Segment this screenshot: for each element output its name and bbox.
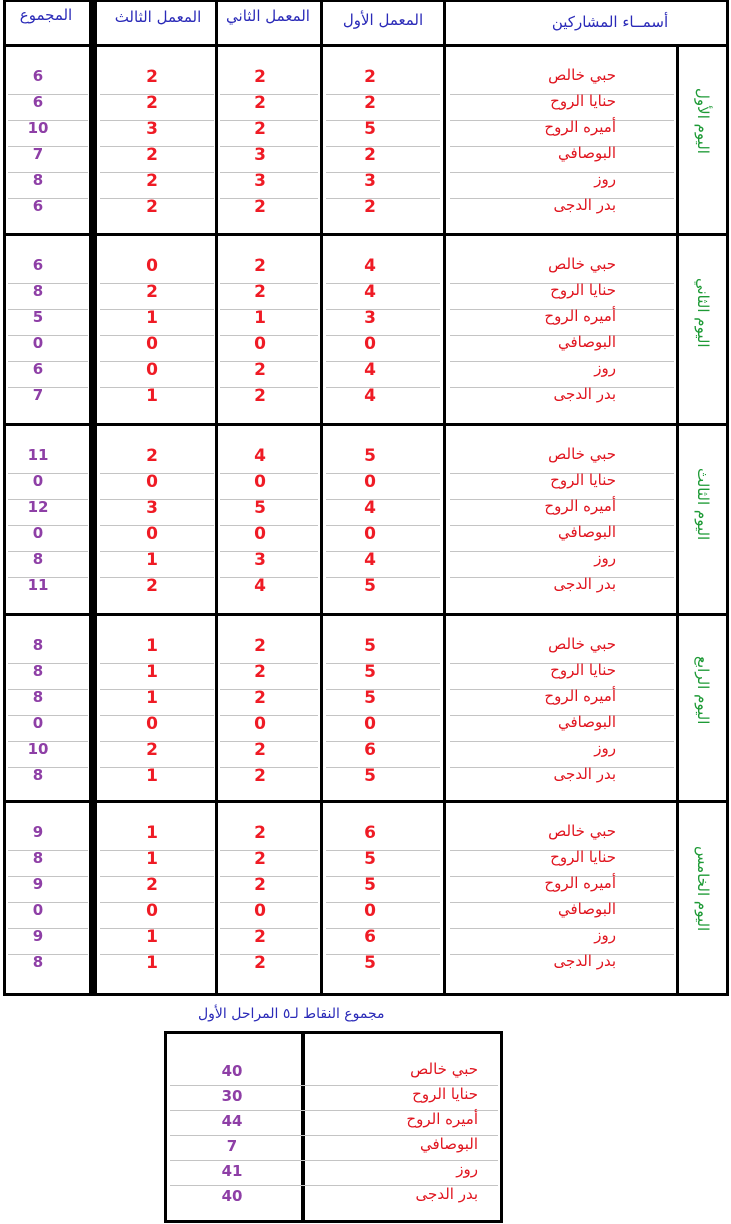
row-separator	[220, 577, 318, 578]
score-lab3: 1	[146, 308, 158, 328]
participant-name: حبي خالص	[548, 66, 616, 84]
score-lab3: 2	[146, 145, 158, 165]
score-lab2: 0	[254, 714, 266, 734]
row-separator	[326, 902, 440, 903]
day-label: اليوم الرابع	[694, 656, 712, 725]
score-lab1: 4	[364, 282, 376, 302]
grid-line	[3, 0, 729, 2]
grid-line	[676, 46, 679, 996]
score-lab2: 2	[254, 953, 266, 973]
score-lab3: 1	[146, 550, 158, 570]
summary-participant-name: البوصافي	[420, 1135, 478, 1153]
row-separator	[326, 741, 440, 742]
row-separator	[326, 663, 440, 664]
row-separator	[8, 387, 88, 388]
row-separator	[220, 715, 318, 716]
row-separator	[220, 954, 318, 955]
row-separator	[220, 689, 318, 690]
score-lab3: 2	[146, 446, 158, 466]
participant-name: أميره الروح	[544, 687, 616, 705]
score-lab1: 4	[364, 498, 376, 518]
score-lab2: 2	[254, 386, 266, 406]
score-lab1: 3	[364, 308, 376, 328]
participant-name: بدر الدجى	[553, 575, 616, 593]
row-separator	[326, 387, 440, 388]
participant-name: حنايا الروح	[550, 92, 616, 110]
score-lab3: 2	[146, 282, 158, 302]
row-separator	[326, 850, 440, 851]
summary-participant-name: حنايا الروح	[412, 1085, 478, 1103]
row-total: 0	[32, 714, 44, 732]
participant-name: البوصافي	[558, 523, 616, 541]
row-separator	[8, 715, 88, 716]
participant-name: البوصافي	[558, 900, 616, 918]
row-separator	[8, 876, 88, 877]
summary-total: 40	[221, 1062, 243, 1080]
row-separator	[220, 928, 318, 929]
row-total: 6	[32, 67, 44, 85]
participant-name: حنايا الروح	[550, 848, 616, 866]
score-lab2: 3	[254, 171, 266, 191]
grid-line	[3, 993, 729, 996]
score-lab3: 1	[146, 927, 158, 947]
row-separator	[326, 473, 440, 474]
row-separator	[326, 876, 440, 877]
score-lab3: 0	[146, 714, 158, 734]
summary-line	[164, 1031, 167, 1223]
row-total: 5	[32, 308, 44, 326]
score-lab3: 1	[146, 766, 158, 786]
participant-name: روز	[594, 170, 616, 188]
score-lab3: 0	[146, 360, 158, 380]
row-separator	[326, 551, 440, 552]
row-separator	[450, 741, 674, 742]
row-separator	[220, 902, 318, 903]
row-total: 0	[32, 472, 44, 490]
score-lab2: 2	[254, 93, 266, 113]
score-lab3: 1	[146, 849, 158, 869]
row-separator	[326, 335, 440, 336]
header-total: المجموع	[19, 6, 73, 24]
row-total: 12	[27, 498, 49, 516]
row-total: 11	[27, 576, 49, 594]
row-separator	[8, 309, 88, 310]
summary-line	[164, 1031, 503, 1034]
row-separator	[220, 172, 318, 173]
participant-name: حبي خالص	[548, 822, 616, 840]
participant-name: أميره الروح	[544, 497, 616, 515]
score-lab3: 0	[146, 524, 158, 544]
row-separator	[326, 309, 440, 310]
row-separator	[220, 551, 318, 552]
summary-line	[164, 1220, 503, 1223]
participant-name: روز	[594, 549, 616, 567]
row-separator	[220, 309, 318, 310]
row-separator	[8, 850, 88, 851]
participant-name: روز	[594, 359, 616, 377]
row-separator	[220, 876, 318, 877]
row-total: 10	[27, 119, 49, 137]
participant-name: روز	[594, 739, 616, 757]
score-lab2: 2	[254, 197, 266, 217]
row-separator	[326, 283, 440, 284]
row-separator	[220, 335, 318, 336]
score-lab1: 2	[364, 145, 376, 165]
score-lab3: 1	[146, 662, 158, 682]
score-lab2: 2	[254, 119, 266, 139]
summary-participant-name: روز	[456, 1160, 478, 1178]
row-total: 6	[32, 197, 44, 215]
summary-title: مجموع النقاط لـ٥ المراحل الأول	[198, 1006, 385, 1022]
score-lab3: 1	[146, 688, 158, 708]
score-lab2: 0	[254, 334, 266, 354]
participant-name: بدر الدجى	[553, 765, 616, 783]
score-lab2: 2	[254, 67, 266, 87]
score-lab1: 6	[364, 927, 376, 947]
grid-line	[3, 44, 729, 47]
row-separator	[8, 172, 88, 173]
grid-line	[726, 0, 729, 996]
row-separator	[8, 473, 88, 474]
participant-name: حبي خالص	[548, 445, 616, 463]
grid-line	[443, 0, 446, 996]
score-lab1: 5	[364, 688, 376, 708]
row-total: 0	[32, 334, 44, 352]
score-lab3: 2	[146, 171, 158, 191]
score-lab3: 1	[146, 636, 158, 656]
row-separator	[450, 551, 674, 552]
score-lab3: 3	[146, 498, 158, 518]
score-lab2: 4	[254, 576, 266, 596]
day-label: اليوم الخامس	[694, 846, 712, 932]
row-total: 8	[32, 953, 44, 971]
score-lab3: 2	[146, 740, 158, 760]
row-total: 0	[32, 524, 44, 542]
row-separator	[326, 94, 440, 95]
score-lab2: 2	[254, 688, 266, 708]
day-label: اليوم الثاني	[694, 277, 712, 348]
row-separator	[220, 499, 318, 500]
row-separator	[326, 361, 440, 362]
score-lab1: 6	[364, 823, 376, 843]
summary-row-separator	[170, 1160, 498, 1161]
score-lab1: 5	[364, 875, 376, 895]
score-lab1: 0	[364, 334, 376, 354]
row-separator	[220, 525, 318, 526]
row-separator	[326, 146, 440, 147]
participant-name: بدر الدجى	[553, 952, 616, 970]
row-separator	[8, 902, 88, 903]
row-separator	[8, 146, 88, 147]
row-separator	[220, 198, 318, 199]
row-separator	[8, 551, 88, 552]
row-separator	[8, 361, 88, 362]
score-lab2: 2	[254, 662, 266, 682]
row-separator	[220, 473, 318, 474]
score-lab3: 1	[146, 953, 158, 973]
score-lab1: 2	[364, 197, 376, 217]
grid-line	[89, 0, 97, 996]
score-lab1: 2	[364, 93, 376, 113]
header-lab3: المعمل الثالث	[114, 8, 202, 26]
row-separator	[220, 283, 318, 284]
row-separator	[220, 767, 318, 768]
row-total: 6	[32, 93, 44, 111]
score-lab1: 3	[364, 171, 376, 191]
row-total: 9	[32, 927, 44, 945]
row-separator	[326, 767, 440, 768]
grid-line	[3, 0, 6, 996]
score-lab2: 2	[254, 849, 266, 869]
row-total: 6	[32, 360, 44, 378]
grid-line	[3, 613, 729, 616]
summary-total: 30	[221, 1087, 243, 1105]
score-lab1: 4	[364, 256, 376, 276]
score-lab1: 4	[364, 550, 376, 570]
row-separator	[326, 198, 440, 199]
participant-name: حنايا الروح	[550, 281, 616, 299]
participant-name: أميره الروح	[544, 118, 616, 136]
row-separator	[326, 928, 440, 929]
row-total: 7	[32, 386, 44, 404]
score-lab1: 5	[364, 446, 376, 466]
row-separator	[220, 361, 318, 362]
score-lab2: 0	[254, 472, 266, 492]
score-lab3: 0	[146, 901, 158, 921]
header-lab1: المعمل الأول	[342, 11, 424, 29]
summary-participant-name: أميره الروح	[406, 1110, 478, 1128]
grid-line	[215, 0, 218, 996]
row-total: 6	[32, 256, 44, 274]
participant-name: أميره الروح	[544, 874, 616, 892]
score-lab2: 2	[254, 766, 266, 786]
row-separator	[450, 361, 674, 362]
row-total: 8	[32, 550, 44, 568]
row-separator	[8, 928, 88, 929]
score-lab1: 5	[364, 576, 376, 596]
score-lab1: 0	[364, 524, 376, 544]
score-lab1: 5	[364, 119, 376, 139]
day-label: اليوم الثالث	[694, 467, 712, 540]
score-lab2: 0	[254, 524, 266, 544]
score-lab1: 2	[364, 67, 376, 87]
score-lab2: 0	[254, 901, 266, 921]
row-separator	[326, 525, 440, 526]
score-lab2: 5	[254, 498, 266, 518]
row-total: 8	[32, 766, 44, 784]
score-lab1: 0	[364, 714, 376, 734]
row-separator	[8, 767, 88, 768]
summary-total: 7	[226, 1137, 238, 1155]
score-lab3: 2	[146, 197, 158, 217]
row-total: 0	[32, 901, 44, 919]
row-separator	[8, 283, 88, 284]
score-lab3: 3	[146, 119, 158, 139]
header-names: أسمــاء المشاركين	[551, 13, 669, 31]
score-lab2: 1	[254, 308, 266, 328]
summary-participant-name: حبي خالص	[410, 1060, 478, 1078]
score-lab2: 2	[254, 875, 266, 895]
row-separator	[220, 663, 318, 664]
score-lab3: 1	[146, 823, 158, 843]
score-lab3: 2	[146, 67, 158, 87]
row-separator	[8, 335, 88, 336]
day-label: اليوم الأول	[694, 88, 712, 154]
participant-name: حبي خالص	[548, 635, 616, 653]
row-total: 9	[32, 823, 44, 841]
row-separator	[220, 850, 318, 851]
score-lab1: 4	[364, 360, 376, 380]
score-lab3: 0	[146, 472, 158, 492]
score-lab3: 0	[146, 256, 158, 276]
row-separator	[8, 689, 88, 690]
score-lab2: 2	[254, 360, 266, 380]
score-lab3: 2	[146, 93, 158, 113]
summary-line	[500, 1031, 503, 1223]
row-separator	[8, 663, 88, 664]
row-separator	[8, 94, 88, 95]
participant-name: بدر الدجى	[553, 385, 616, 403]
score-lab2: 4	[254, 446, 266, 466]
score-lab1: 5	[364, 662, 376, 682]
grid-line	[320, 0, 323, 996]
participant-name: حنايا الروح	[550, 661, 616, 679]
participant-name: البوصافي	[558, 144, 616, 162]
header-lab2: المعمل الثاني	[226, 7, 310, 25]
participant-name: بدر الدجى	[553, 196, 616, 214]
score-lab2: 3	[254, 145, 266, 165]
grid-line	[3, 423, 729, 426]
row-total: 8	[32, 636, 44, 654]
row-separator	[326, 499, 440, 500]
row-total: 8	[32, 171, 44, 189]
score-lab1: 0	[364, 901, 376, 921]
participant-name: حنايا الروح	[550, 471, 616, 489]
score-lab3: 2	[146, 576, 158, 596]
score-lab2: 3	[254, 550, 266, 570]
row-total: 11	[27, 446, 49, 464]
row-total: 10	[27, 740, 49, 758]
score-lab3: 1	[146, 386, 158, 406]
score-lab1: 5	[364, 953, 376, 973]
row-separator	[8, 525, 88, 526]
row-separator	[326, 954, 440, 955]
row-separator	[450, 172, 674, 173]
participant-name: روز	[594, 926, 616, 944]
row-separator	[220, 120, 318, 121]
summary-line	[301, 1031, 305, 1223]
participant-name: أميره الروح	[544, 307, 616, 325]
score-lab1: 6	[364, 740, 376, 760]
score-lab1: 0	[364, 472, 376, 492]
summary-total: 41	[221, 1162, 243, 1180]
score-lab2: 2	[254, 256, 266, 276]
summary-participant-name: بدر الدجى	[415, 1185, 478, 1203]
row-separator	[326, 120, 440, 121]
grid-line	[3, 233, 729, 236]
summary-total: 44	[221, 1112, 243, 1130]
score-lab1: 4	[364, 386, 376, 406]
row-separator	[220, 741, 318, 742]
row-separator	[220, 387, 318, 388]
row-separator	[8, 954, 88, 955]
row-total: 7	[32, 145, 44, 163]
score-lab2: 2	[254, 927, 266, 947]
row-total: 8	[32, 282, 44, 300]
row-total: 9	[32, 875, 44, 893]
row-separator	[8, 198, 88, 199]
score-lab2: 2	[254, 282, 266, 302]
row-total: 8	[32, 849, 44, 867]
row-separator	[220, 146, 318, 147]
row-separator	[326, 715, 440, 716]
grid-line	[3, 800, 729, 803]
participant-name: البوصافي	[558, 333, 616, 351]
row-separator	[450, 928, 674, 929]
participant-name: البوصافي	[558, 713, 616, 731]
score-lab2: 2	[254, 636, 266, 656]
row-total: 8	[32, 662, 44, 680]
row-total: 8	[32, 688, 44, 706]
summary-total: 40	[221, 1187, 243, 1205]
score-lab1: 5	[364, 849, 376, 869]
score-lab2: 2	[254, 823, 266, 843]
score-lab1: 5	[364, 766, 376, 786]
row-separator	[326, 577, 440, 578]
score-lab2: 2	[254, 740, 266, 760]
score-lab1: 5	[364, 636, 376, 656]
score-lab3: 0	[146, 334, 158, 354]
participant-name: حبي خالص	[548, 255, 616, 273]
row-separator	[326, 172, 440, 173]
row-separator	[326, 689, 440, 690]
score-lab3: 2	[146, 875, 158, 895]
row-separator	[220, 94, 318, 95]
